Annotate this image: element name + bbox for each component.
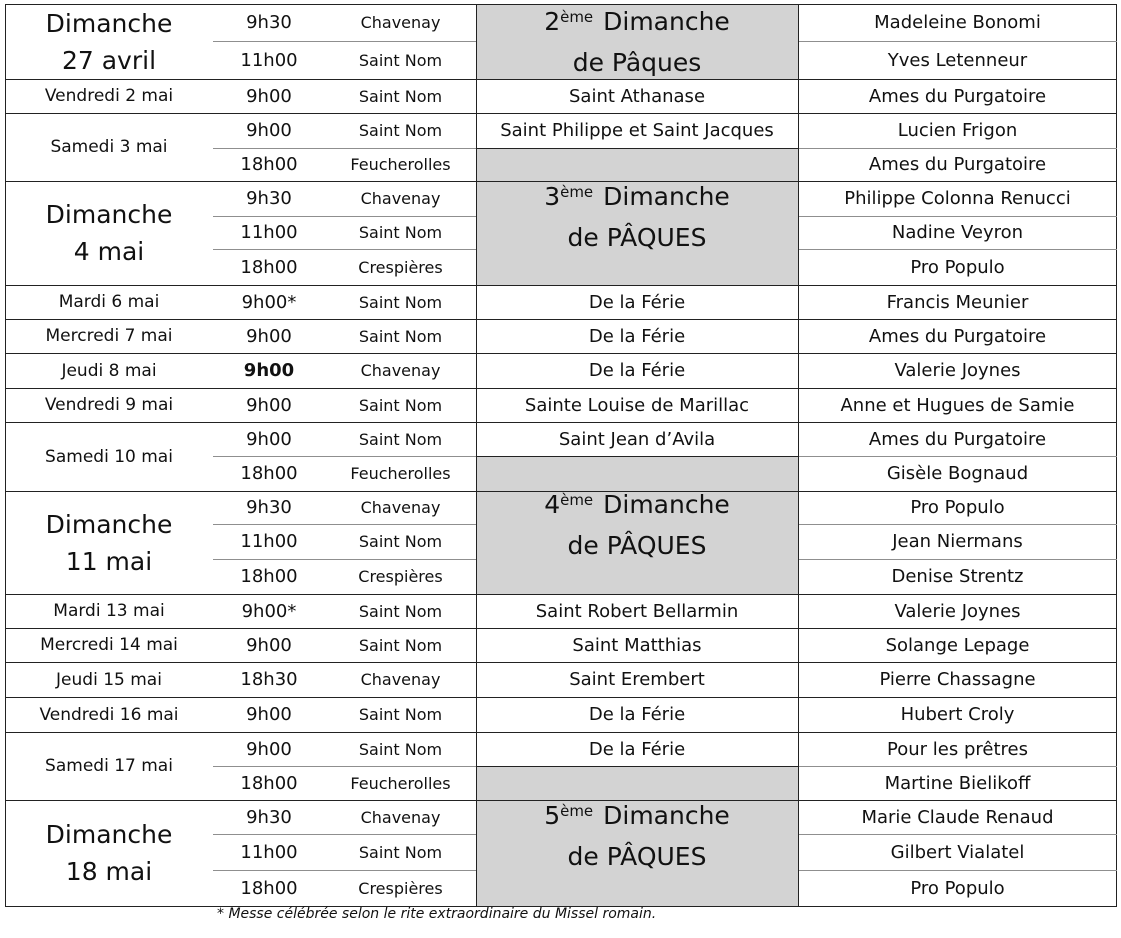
time-cell: 11h00 <box>240 841 298 863</box>
intention-cell: Philippe Colonna Renucci <box>844 188 1071 209</box>
time-cell: 18h00 <box>240 772 298 794</box>
day-label: Mercredi 14 mai <box>40 635 178 655</box>
time-cell: 9h00 <box>246 634 292 656</box>
time-cell: 11h00 <box>240 531 298 552</box>
place-cell: Saint Nom <box>358 50 443 70</box>
feast-cell: De la Férie <box>588 291 686 313</box>
day-cell <box>5 285 213 319</box>
place-cell: Saint Nom <box>358 601 443 621</box>
time-cell: 18h00 <box>240 463 298 484</box>
place-cell: Chavenay <box>360 361 441 380</box>
day-label: Dimanche <box>45 820 173 849</box>
time-cell: 9h00 <box>243 360 295 381</box>
feast-cell: Saint Robert Bellarmin <box>535 600 739 622</box>
day-label: Samedi 17 mai <box>45 756 173 776</box>
intention-cell: Martine Bielikoff <box>884 772 1031 794</box>
intention-cell: Gisèle Bognaud <box>886 463 1029 484</box>
feast-cell-sunday <box>476 456 798 594</box>
place-cell: Saint Nom <box>358 429 443 449</box>
day-cell <box>5 181 213 285</box>
time-cell: 18h00 <box>240 877 298 899</box>
place-cell: Chavenay <box>360 670 441 689</box>
col-rule-feast-right <box>798 4 799 906</box>
intention-cell: Valerie Joynes <box>894 360 1021 381</box>
intention-cell: Pro Populo <box>910 256 1005 278</box>
intention-cell: Pour les prêtres <box>887 738 1028 760</box>
day-label: Jeudi 15 mai <box>56 669 162 690</box>
day-cell <box>5 4 213 79</box>
time-cell: 18h00 <box>240 154 298 175</box>
intention-cell: Madeleine Bonomi <box>874 12 1041 33</box>
day-cell <box>5 422 213 491</box>
place-cell: Saint Nom <box>358 86 443 106</box>
place-cell: Chavenay <box>360 807 441 827</box>
feast-cell: Saint Jean d’Avila <box>558 428 716 450</box>
day-label: Dimanche <box>45 509 173 539</box>
day-label: 4 mai <box>73 237 145 266</box>
place-cell: Crespières <box>358 878 443 898</box>
day-label: Mercredi 7 mai <box>45 326 173 346</box>
day-label: 11 mai <box>65 546 153 576</box>
feast-cell: Saint Matthias <box>572 634 702 656</box>
feast-title-line2: de PÂQUES <box>567 222 707 252</box>
place-cell: Chavenay <box>360 189 441 208</box>
feast-cell: De la Férie <box>588 738 686 760</box>
time-cell: 9h00 <box>246 325 292 347</box>
intention-cell: Marie Claude Renaud <box>861 806 1054 828</box>
place-cell: Saint Nom <box>358 842 443 862</box>
place-cell: Feucherolles <box>350 773 451 793</box>
place-cell: Crespières <box>358 567 443 586</box>
intention-cell: Pro Populo <box>910 497 1005 518</box>
day-cell <box>5 353 213 388</box>
place-cell: Feucherolles <box>350 155 451 174</box>
feast-cell: Sainte Louise de Marillac <box>524 394 750 416</box>
time-cell: 9h30 <box>246 188 292 209</box>
place-cell: Chavenay <box>360 13 441 32</box>
feast-cell: De la Férie <box>588 360 686 381</box>
day-label: Jeudi 8 mai <box>61 360 157 381</box>
place-cell: Saint Nom <box>358 635 443 655</box>
feast-cell: Saint Athanase <box>568 85 706 107</box>
time-cell: 9h00* <box>241 600 297 622</box>
day-cell <box>5 697 213 732</box>
feast-title-line2: de Pâques <box>572 47 702 77</box>
intention-cell: Yves Letenneur <box>887 49 1028 71</box>
day-label: Vendredi 16 mai <box>39 704 179 725</box>
time-cell: 11h00 <box>240 222 298 243</box>
day-label: Vendredi 9 mai <box>44 395 174 415</box>
time-cell: 9h00 <box>246 704 292 725</box>
day-label: Samedi 10 mai <box>45 446 173 467</box>
time-cell: 9h00 <box>246 738 292 760</box>
feast-cell: Saint Erembert <box>569 669 705 690</box>
day-cell <box>5 732 213 800</box>
time-cell: 9h30 <box>246 12 292 33</box>
intention-cell: Jean Niermans <box>892 531 1023 552</box>
day-label: Vendredi 2 mai <box>44 86 174 106</box>
place-cell: Saint Nom <box>358 705 443 724</box>
time-cell: 18h30 <box>240 669 298 690</box>
time-cell: 9h30 <box>246 806 292 828</box>
feast-title-line1: 5ème Dimanche <box>544 801 730 830</box>
day-cell <box>5 319 213 353</box>
place-cell: Saint Nom <box>358 223 443 242</box>
intention-cell: Ames du Purgatoire <box>868 325 1047 347</box>
intention-cell: Gilbert Vialatel <box>890 841 1025 863</box>
feast-cell-sunday <box>476 766 798 906</box>
feast-cell: De la Férie <box>588 325 686 347</box>
mass-schedule-table <box>5 4 1117 906</box>
day-cell <box>5 628 213 662</box>
day-cell <box>5 79 213 113</box>
time-cell: 18h00 <box>240 256 298 278</box>
time-cell: 9h00 <box>246 120 292 141</box>
day-label: Mardi 13 mai <box>53 601 165 621</box>
time-cell: 18h00 <box>240 566 298 587</box>
place-cell: Saint Nom <box>358 326 443 346</box>
intention-cell: Nadine Veyron <box>891 222 1024 243</box>
feast-cell: Saint Philippe et Saint Jacques <box>500 120 774 141</box>
intention-cell: Hubert Croly <box>900 704 1015 725</box>
intention-cell: Solange Lepage <box>885 634 1030 656</box>
footnote: * Messe célébrée selon le rite extraordinaire du Missel romain. <box>217 906 657 922</box>
day-cell <box>5 594 213 628</box>
day-label: Dimanche <box>45 200 173 229</box>
day-cell <box>5 800 213 906</box>
place-cell: Chavenay <box>360 498 441 517</box>
time-cell: 9h00 <box>246 85 292 107</box>
time-cell: 11h00 <box>240 49 298 71</box>
intention-cell: Pro Populo <box>910 877 1005 899</box>
intention-cell: Ames du Purgatoire <box>868 428 1047 450</box>
place-cell: Saint Nom <box>358 121 443 140</box>
feast-title-line1: 3ème Dimanche <box>544 181 730 211</box>
place-cell: Crespières <box>358 257 443 277</box>
col-rule-feast-left <box>476 4 477 906</box>
intention-cell: Ames du Purgatoire <box>868 154 1047 175</box>
intention-cell: Lucien Frigon <box>897 120 1018 141</box>
place-cell: Saint Nom <box>358 292 443 312</box>
day-label: Mardi 6 mai <box>58 292 160 312</box>
time-cell: 9h30 <box>246 497 292 518</box>
time-cell: 9h00* <box>241 291 297 313</box>
intention-cell: Anne et Hugues de Samie <box>840 394 1075 416</box>
intention-cell: Francis Meunier <box>886 291 1029 313</box>
intention-cell: Denise Strentz <box>891 566 1024 587</box>
day-label: 27 avril <box>61 45 157 75</box>
feast-cell: De la Férie <box>588 704 686 725</box>
time-cell: 9h00 <box>246 428 292 450</box>
feast-title-line2: de PÂQUES <box>567 842 707 871</box>
place-cell: Saint Nom <box>358 395 443 415</box>
feast-cell-sunday <box>476 148 798 285</box>
place-cell: Saint Nom <box>358 532 443 551</box>
day-label: Dimanche <box>45 8 173 38</box>
time-cell: 9h00 <box>246 394 292 416</box>
day-cell <box>5 662 213 697</box>
day-cell <box>5 491 213 594</box>
day-cell <box>5 388 213 422</box>
feast-title-line2: de PÂQUES <box>567 531 707 560</box>
feast-title-line1: 4ème Dimanche <box>544 490 730 519</box>
feast-cell-sunday <box>476 4 798 79</box>
intention-cell: Valerie Joynes <box>894 600 1021 622</box>
place-cell: Feucherolles <box>350 464 451 483</box>
day-cell <box>5 113 213 181</box>
day-label: Samedi 3 mai <box>50 137 168 157</box>
feast-title-line1: 2ème Dimanche <box>544 6 730 36</box>
intention-cell: Pierre Chassagne <box>879 669 1036 690</box>
intention-cell: Ames du Purgatoire <box>868 85 1047 107</box>
place-cell: Saint Nom <box>358 739 443 759</box>
day-label: 18 mai <box>65 857 153 886</box>
